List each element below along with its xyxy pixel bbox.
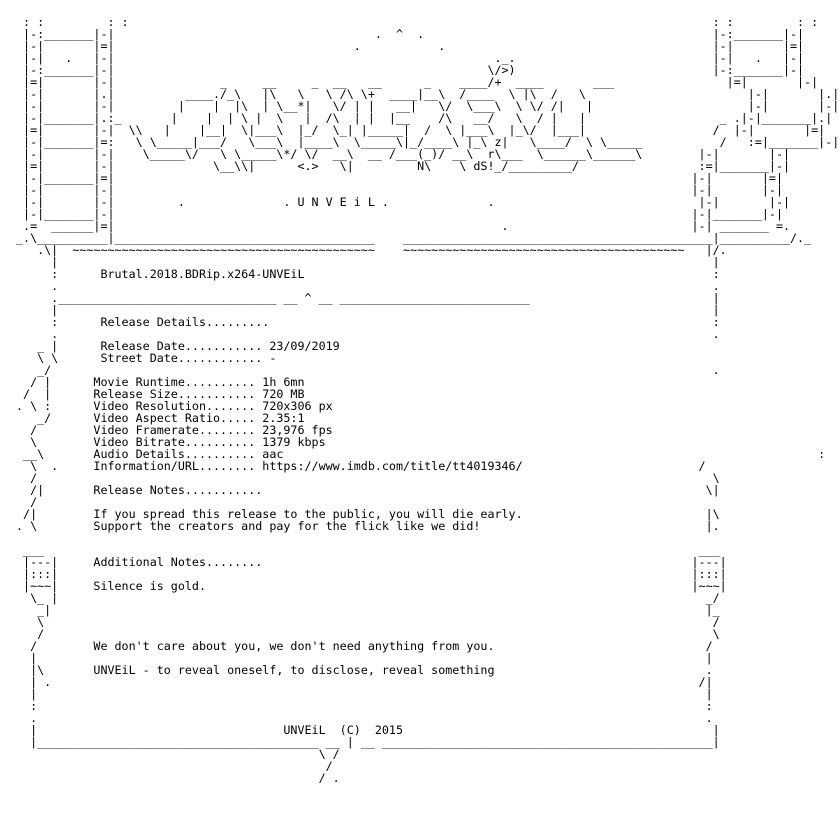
nfo-line: |-| |-| \_____\/ \ \_____\*/ \/ __\ __ /___(_)/ __\ r\___ \______\______\ |-| |-| xyxy=(16,147,791,161)
nfo-line: |-| |=| . . |-| |=| xyxy=(16,39,805,53)
video-aspect-ratio-row: _/ Video Aspect Ratio..... 2.35:1 xyxy=(16,411,305,425)
nfo-line: |-| |-| |-| |-| xyxy=(16,183,783,197)
release-notes-line-1: /| If you spread this release to the public, you will die early. |\ xyxy=(16,507,720,521)
nfo-line: |-:_______|-| . ^ . |-:_______|-| xyxy=(16,27,805,41)
nfo-line: / \ xyxy=(16,471,720,485)
nfo-ascii-art xyxy=(16,16,839,784)
nfo-line: : : xyxy=(16,699,713,713)
group-statement: / We don't care about you, we don't need anything from you. / xyxy=(16,639,713,653)
movie-runtime-row: / | Movie Runtime.......... 1h 6mn xyxy=(16,375,305,389)
nfo-line: |-|_______|=: \ \_____|___/ \___\ |____\ \_____\|_/____\ |_\ z| \____/ \ \_____ / :=|_______|-| xyxy=(16,135,839,149)
nfo-line: |:::| |:::| xyxy=(16,567,727,581)
nfo-line: / . xyxy=(16,771,340,785)
nfo-line: |-| |-| | | |\ | \__*| \/ | | __| \/ \___\ \ \/ /| | |-| |-| xyxy=(16,99,839,113)
copyright-footer: | UNVEiL (C) 2015 | xyxy=(16,723,720,737)
nfo-line: \_ | _/ xyxy=(16,591,720,605)
additional-notes-text: |~~~| Silence is gold. |~~~| xyxy=(16,579,727,593)
nfo-line: | | xyxy=(16,687,713,701)
nfo-line: .\| ~~~~~~~~~~~~~~~~~~~~~~~~~~~~~~~~~~~~~~~~~~~ ~~~~~~~~~~~~~~~~~~~~~~~~~~~~~~~~~~~~~~~~ |/. xyxy=(16,243,727,257)
nfo-line: |-|_______|.:_ | | | \ | \ | /\ | | |__ /\ __/ \ / | | _ .|-|_______|.| xyxy=(16,111,833,125)
release-size-row: / | Release Size........... 720 MB xyxy=(16,387,305,401)
nfo-line: |=| |-| \__\\| <.> \| N\ \ dS!_/_________/ :=|_______|-| xyxy=(16,159,791,173)
nfo-line: |-:_______|-| \/>) |-:_______|-| xyxy=(16,63,805,77)
nfo-line: / \ xyxy=(16,627,720,641)
nfo-line: |-|_______|-| |-|_______|-| xyxy=(16,207,783,221)
nfo-line: ._______________________________ __ ^ __ ___________________________ | xyxy=(16,291,720,305)
nfo-line: | . /| xyxy=(16,675,713,689)
nfo-line: | | xyxy=(16,303,720,317)
nfo-line: |-| |-| . . U N V E i L . . |-| |-| xyxy=(16,195,791,209)
nfo-line: .= ______|=| . |-| _______ =. xyxy=(16,219,791,233)
nfo-line: _| |_ xyxy=(16,603,720,617)
nfo-line: . . xyxy=(16,327,720,341)
release-notes-line-2: . \ Support the creators and pay for the flick like we did! |. xyxy=(16,519,720,533)
nfo-line: _/ . xyxy=(16,363,720,377)
nfo-line: \ / xyxy=(16,615,720,629)
nfo-line: : : : : : : : : xyxy=(16,15,819,29)
nfo-line: . . xyxy=(16,711,713,725)
nfo-line: . . xyxy=(16,279,720,293)
additional-notes-heading: |---| Additional Notes........ |---| xyxy=(16,555,727,569)
release-date-row: _ | Release Date........... 23/09/2019 xyxy=(16,339,340,353)
video-bitrate-row: \ Video Bitrate.......... 1379 kbps xyxy=(16,435,326,449)
nfo-line: |=| |-| \\ | |__| \|___\ |_/ \_| |_____| / \ |___\ |_\/ |___| / |-| |=| xyxy=(16,123,826,137)
nfo-line: |________________________________________ __ | __ _______________________________________________| xyxy=(16,735,720,749)
audio-details-row: __\ Audio Details.......... aac : xyxy=(16,447,826,461)
release-title: : Brutal.2018.BDRip.x264-UNVEiL : xyxy=(16,267,720,281)
nfo-line: _.\__________|_____________________________________ ____________________________________________|__________/._ xyxy=(16,231,812,245)
group-definition: |\ UNVEiL - to reveal oneself, to disclose, reveal something . xyxy=(16,663,713,677)
nfo-line: |=| |-| _ __ _ __ __ _ ____/+ ____ ___ |=| |-| xyxy=(16,75,819,89)
release-details-heading: : Release Details......... : xyxy=(16,315,720,329)
nfo-line: |-| |.| ____./_\ |\ \ \ /\ \+ ____|__\ /____ \ |\ / \ |-| |.| xyxy=(16,87,839,101)
information-url-row: \ . Information/URL........ https://www.imdb.com/title/tt4019346/ / xyxy=(16,459,706,473)
video-framerate-row: / Video Framerate........ 23,976 fps xyxy=(16,423,333,437)
nfo-line: ___ ___ xyxy=(16,543,720,557)
nfo-line: | | xyxy=(16,255,720,269)
nfo-line: |-| . |-| ._. |-| . |-| xyxy=(16,51,805,65)
nfo-line: \ / xyxy=(16,747,340,761)
nfo-line: / xyxy=(16,495,720,509)
street-date-row: \ \ Street Date............ - xyxy=(16,351,277,365)
nfo-line: | | xyxy=(16,651,713,665)
release-notes-heading: /| Release Notes........... \| xyxy=(16,483,720,497)
nfo-line: |-|_______|=| |-| |=| xyxy=(16,171,783,185)
video-resolution-row: . \ : Video Resolution....... 720x306 px xyxy=(16,399,333,413)
nfo-line: / xyxy=(16,759,333,773)
